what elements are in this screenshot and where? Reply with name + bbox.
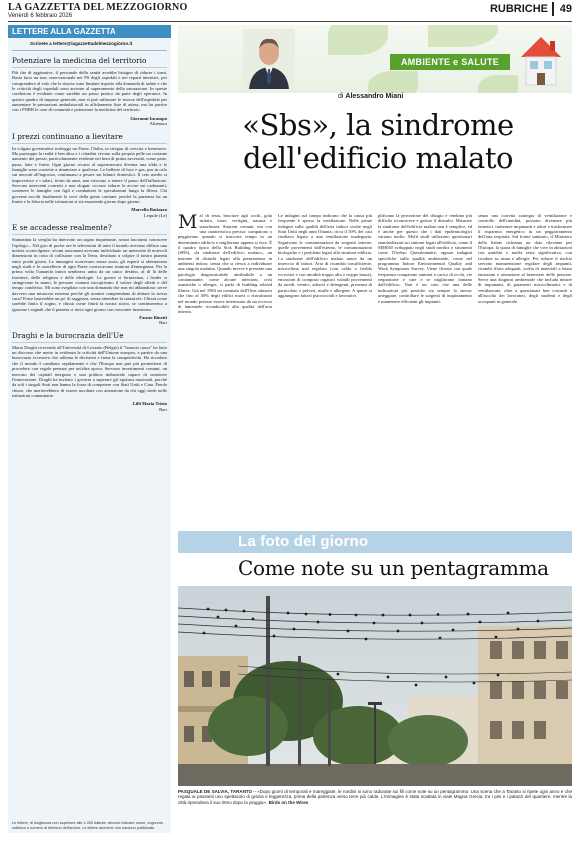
caption-credit: PASQUALE DE SALVIA, TARANTO bbox=[178, 789, 253, 794]
article-column bbox=[278, 213, 372, 525]
letter-author: Lilli Maria Trizio bbox=[132, 401, 167, 407]
article-body bbox=[178, 213, 572, 525]
letter-signature bbox=[12, 401, 167, 412]
letter-rule bbox=[12, 234, 167, 235]
byline-author: Alessandro Miani bbox=[345, 93, 404, 100]
caption-text: – «Dopo giorni di temporali e mareggiate, le rondini si sono radunate sui fili come note su un pentagramma. Una scena che a Taranto si ripete ogni anno e che regala ai passanti uno spettacolo di grazia e leggerezza, prima della partenza verso terre più calde. L'immagine è stata scattata in viale Magna Grecia, tra i pini e i palazzi del quartiere, mentre la città riprendeva il suo ritmo dopo la pioggia». bbox=[178, 789, 573, 805]
article-column bbox=[478, 213, 572, 525]
letter-city: Bari bbox=[159, 406, 167, 412]
house-logo bbox=[518, 31, 564, 87]
byline-prefix: di bbox=[338, 93, 344, 100]
letter-city: Altamura bbox=[149, 121, 167, 127]
leaf-decoration bbox=[328, 25, 388, 55]
leaf-decoration bbox=[368, 71, 418, 93]
letters-email bbox=[8, 38, 171, 50]
leaf-decoration bbox=[428, 25, 498, 47]
article-text: plificano la percezione del disagio e rendono più difficile riconoscere e gestire il disturbo. Misurare la sindrome dell'edificio malato non è semplice, ed è anche per questo che i dati epidemiologici variano molto. Molti studi utilizzano questionari standardizzati sui sintomi legati all'edificio, come il MM040 sviluppato negli studi nordici e strumenti come l'Orebro Questionnaire, oppure indagini specifiche sulla qualità ambientale, come nel programma Indoor Environmental Quality and Work Symptoms Survey. Viene chiesto con quale frequenza compaiono sintomi a carico di occhi, vie respiratorie e cute e se migliorano lontano dall'edificio. Non è un caso che una delle indicazioni più pratiche sia sempre la stessa: arieggiare, controllare le sorgenti di inquinamento e mantenere efficienti gli impianti. bbox=[378, 213, 472, 304]
letter-title: E se accadesse realmente? bbox=[12, 223, 112, 233]
column-label: AMBIENTE e SALUTE bbox=[390, 54, 510, 70]
headline-line: «Sbs», la sindrome bbox=[242, 108, 514, 142]
letter-title: I prezzi continuano a lievitare bbox=[12, 131, 123, 141]
letter-city: Lequile (Le) bbox=[143, 212, 167, 218]
article-headline bbox=[208, 109, 548, 175]
letter-signature bbox=[12, 207, 167, 218]
letter-signature bbox=[12, 116, 167, 127]
letter-author: Giovanni Incampo bbox=[130, 115, 167, 121]
article-column bbox=[378, 213, 472, 525]
letter-body: Più che di aggiuntive, il personale della sanità avrebbe bisogno di ridurre i turni. Basta farsi un tour osservazionale nei PS degli ospedali e nei reparti intensivi, per comprendere al volo che le risorse sono limitate rispetto alla domanda di salute e che le criticità degli ospedali sono arrivate al superamento della saturazione. In queste condizioni è evidente come sarebbe un passo pratico da parte degli operatori. In questo quadro di impasse generale, non si può utilizzare le risorse dell'ospedale per aumentare le prestazioni ambulatoriali in affidamento liste di attesa, ma far partire con i PNRR le case di comunità e potenziare la medicina del territorio. bbox=[12, 70, 167, 113]
article-text: senza una corretta strategia di ventilazione e controllo dell'umidità, possono diventare più ermetici, trattenere inquinanti e odori e trasformare il risparmio energetico in un peggioramento dell'aria respirata. Sul fronte sanitario, il Ministero della Salute richiama un dato rilevante per l'Europa: la quota di famiglie che vive in abitazioni con umidità o muffa resta significativa, con ricadute su asma e allergie. Per ridurre il rischio servono manutenzione regolare degli impianti, ricambi d'aria adeguati, scelta di materiali a basse emissioni e attenzione al benessere delle persone. Serve una diagnosi ambientale che includa misure di inquinanti, di parametri microclimatici e di ventilazione, oltre a questionari ben costruiti e all'ascolto dei lavoratori, degli studenti e degli occupanti in generale. bbox=[478, 213, 572, 304]
letter-title: Draghi e la burocrazia dell'Ue bbox=[12, 330, 124, 340]
letter-author: Fausto Binetti bbox=[139, 314, 167, 320]
byline bbox=[338, 93, 403, 100]
ambiente-banner bbox=[178, 25, 572, 93]
email-text: Scrivete a lettere@lagazzettadelmezzogiorno.it bbox=[30, 41, 133, 46]
photo-caption bbox=[178, 789, 572, 805]
letter-city: Bari bbox=[159, 320, 167, 326]
letter-rule bbox=[12, 143, 167, 144]
foto-del-giorno-title: La foto del giorno bbox=[238, 533, 369, 550]
drop-cap: M bbox=[178, 213, 198, 233]
letters-header: LETTERE ALLA GAZZETTA bbox=[8, 25, 171, 38]
article-text: al di testa, bruciore agli occhi, gola irritata, tosse, vertigini, nausea e stanchezza. Sintomi comuni, ma con una caratteristica precisa: compaiono o peggiorano quando si trascorre tempo in un determinato edificio e migliorano appena si esce. È il quadro tipico della Sick Building Syndrome (SBS), «la sindrome dell'edificio malato», un insieme di disturbi legati alla permanenza in ambienti indoor, senza che si riesca a individuare una singola malattia. Quando invece è presente una patologia diagnosticabile attribuibile a un contaminante, come alcune infezioni, crisi asmatiche o allergie, si parla di building related illness. Già nel 1984 un comitato dell'Oms stimava che fino al 30% degli edifici nuovi o ristrutturati nel mondo potesse essere interessato da un eccesso di lamentele riconducibili alla qualità dell'aria interna. bbox=[178, 213, 272, 315]
letter-author: Marcello Battazzo bbox=[131, 207, 167, 213]
letters-column bbox=[8, 25, 171, 833]
article-column bbox=[178, 213, 272, 525]
newspaper-title: LA GAZZETTA DEL MEZZOGIORNO bbox=[8, 2, 188, 13]
page-number: 49 bbox=[559, 3, 572, 15]
letter-title: Potenziare la medicina del territorio bbox=[12, 56, 147, 65]
letter-item bbox=[8, 326, 171, 412]
letter-body: Mario Draghi ricevendo all'Università di Lovanio (Belgio) il "honoris causa" ha fatto un discorso che mette in evidenza le criticità dell'Unione europea, a partire da una burocrazia eccessiva che rallenta le decisioni e frena la competitività. Ha ricordato che il mondo è cambiato rapidamente e che l'Europa non può più permettersi di procedere con regole pensate per un'altra epoca. Servono investimenti comuni, un mercato dei capitali integrato e una politica industriale capace di sostenere l'innovazione. Draghi ha invitato i governi a superare gli egoismi nazionali, perché da soli i singoli Stati non hanno la forza di competere con Stati Uniti e Cina. Parole chiare, che meriterebbero di essere ascoltate con attenzione da chi oggi siede nelle istituzioni comunitarie. bbox=[12, 344, 167, 398]
letters-policy-note: Le lettere, di lunghezza non superiore alle 1.000 battute, devono indicare nome, cognome, indirizzo e numero di telefono dell'autore. Le lettere anonime non saranno pubblicate. bbox=[12, 821, 164, 830]
letter-item bbox=[8, 51, 171, 127]
photo-headline: Come note su un pentagramma bbox=[238, 556, 549, 580]
letter-rule bbox=[12, 67, 167, 68]
letter-item bbox=[8, 127, 171, 219]
letter-rule bbox=[12, 342, 167, 343]
letter-body: Stamattina la sveglia ha interrotto un sogno inquietante, senza lasciarmi conoscere l'epilogo... Nel giro di poche ore le televisioni di tutto il mondo avevano diffuso una notizia sconvolgente: alcuni astronomi avevano individuato un meteorite di notevoli dimensioni in rotta di collisione con la Terra, destinato a colpire il nostro pianeta entro pochi giorni. Le immagini scorrevano senza sosta, gli esperti si alternavano negli studi e le cancellerie di ogni Paese convocavano riunioni d'emergenza. Per la prima volta l'umanità intera sembrava unita da un unico destino, al di là delle frontiere, delle religioni e delle ideologie. Le guerre si fermavano, i leader si stringevano la mano, le persone comuni riscoprivano il valore degli affetti e del tempo condiviso. Mi sono svegliato con una domanda che non mi abbandona: serve davvero una minaccia estrema perché gli uomini comprendano di abitare la stessa casa? Forse basterebbe un po' di saggezza, senza attendere la catastrofe. Chissà come sarebbe finito il sogno, e chissà come finirà la nostra storia, se continueremo a ignorare i segnali che il pianeta ci invia ogni giorno con crescente insistenza. bbox=[12, 237, 167, 312]
issue-date: Venerdì 6 febbraio 2026 bbox=[8, 13, 73, 19]
photo-of-the-day bbox=[178, 586, 572, 786]
letter-item bbox=[8, 218, 171, 326]
caption-note: Birds on the Wires bbox=[268, 799, 309, 805]
section-separator bbox=[552, 2, 554, 16]
leaf-decoration bbox=[478, 75, 518, 93]
headline-line: dell'edificio malato bbox=[243, 141, 513, 175]
masthead bbox=[8, 2, 572, 26]
author-photo bbox=[243, 29, 295, 89]
column-area bbox=[178, 25, 572, 833]
section-name: RUBRICHE bbox=[489, 3, 548, 15]
letter-body: In volgata governativa trottegga un Paese, l'Italia, in stregua di crescita e benessere. Ma purtroppo la realtà è ben altra e i cittadini vivono sulla propria pelle un costante aumento dei prezzi, particolarmente evidente nei beni di prima necessità, come pane, pasta, latte e frutta. Ogni giorno recarsi al supermercato diventa una sfida e le famiglie sono costrette a rinunciare a qualcosa. Le bollette di luce e gas, pur in calo sui mercati all'ingrosso, continuano a pesare sui bilanci domestici. Il ceto medio si impoverisce e i salari, fermi da anni, non riescono a tenere il passo dell'inflazione. Servono interventi concreti e non slogan: occorre ridurre le accise sui carburanti, sostenere le famiglie con figli e combattere le speculazioni lungo la filiera. Chi governa ascolti finalmente la voce della gente comune, perché la pazienza ha un limite e la fiducia nelle istituzioni si sta esaurendo giorno dopo giorno. bbox=[12, 145, 167, 204]
masthead-rule bbox=[8, 21, 572, 22]
article-text: Le indagini sul campo indicano che la causa più frequente è spesso la ventilazione. Nelle prime indagini sulla qualità dell'aria indoor svolte negli Stati Uniti negli anni Ottanta, circa il 50% dei casi risultava legato a una ventilazione inadeguata. Seguivano le contaminazioni da sorgenti interne, quelle provenienti dall'esterno, le contaminazioni biologiche e i problemi legati alla struttura edilizia. La sindrome dell'edificio malato nasce da un intreccio di fattori. Aria di ricambio insufficiente, microclima mal regolato (con caldo o freddo eccessivi e con umidità troppo alta o troppo bassa), emissioni di composti organici volatili provenienti da arredi, vernici, adesivi e detergenti, presenza di particolato e polveri, muffe e allergeni. A questi si aggiungono fattori psicosociali e lavorativi. bbox=[278, 213, 372, 299]
letter-signature bbox=[12, 315, 167, 326]
